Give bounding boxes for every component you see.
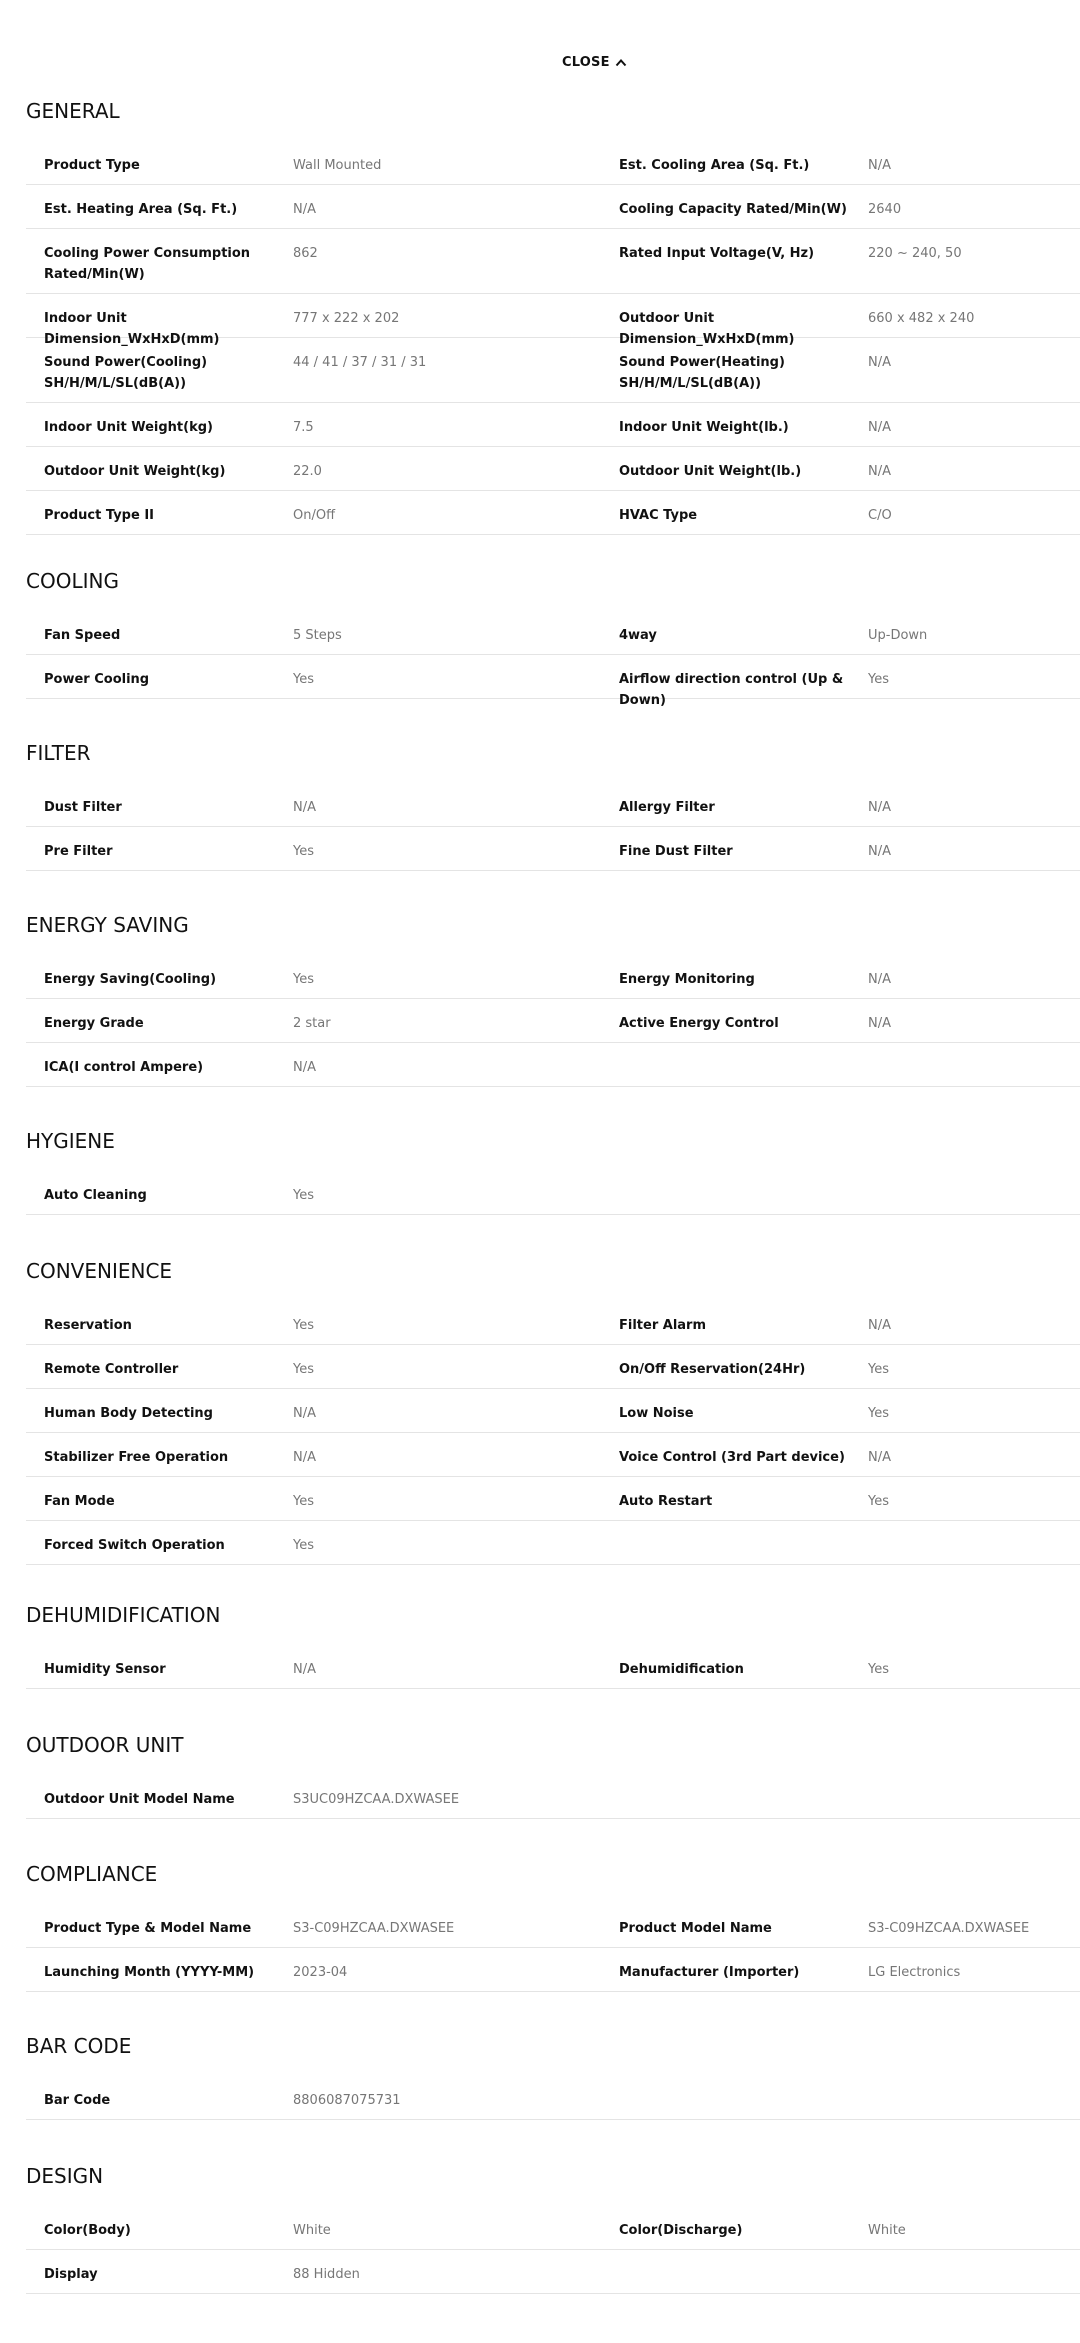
spec-label: 4way [619, 628, 657, 643]
spec-value: N/A [293, 202, 316, 217]
spec-row [26, 655, 1080, 708]
spec-label: Cooling Power Consumption Rated/Min(W) [44, 246, 251, 282]
spec-value: N/A [293, 800, 316, 815]
spec-table [26, 783, 1080, 871]
spec-value: LG Electronics [868, 1965, 961, 1980]
spec-label: Stabilizer Free Operation [44, 1450, 229, 1465]
spec-label: Outdoor Unit Dimension_WxHxD(mm) [619, 311, 795, 347]
spec-label: Launching Month (YYYY-MM) [44, 1965, 255, 1980]
spec-label: Active Energy Control [619, 1016, 779, 1031]
spec-value: N/A [868, 355, 891, 370]
spec-row [26, 999, 1080, 1043]
spec-label: Outdoor Unit Weight(lb.) [619, 464, 802, 479]
spec-label: Product Model Name [619, 1921, 772, 1936]
spec-label: Energy Grade [44, 1016, 144, 1031]
spec-label: Dehumidification [619, 1662, 744, 1677]
spec-table [26, 1171, 1080, 1215]
spec-value: N/A [293, 1406, 316, 1421]
spec-value: Yes [293, 672, 314, 687]
spec-value: Yes [293, 972, 314, 987]
spec-row [26, 1389, 1080, 1433]
spec-value: N/A [868, 1318, 891, 1333]
spec-label: Energy Monitoring [619, 972, 755, 987]
spec-value: Yes [293, 1494, 314, 1509]
spec-label: Est. Cooling Area (Sq. Ft.) [619, 158, 810, 173]
spec-row [26, 783, 1080, 827]
spec-row [26, 611, 1080, 655]
spec-value: N/A [868, 1016, 891, 1031]
spec-value: Yes [293, 1188, 314, 1203]
spec-value: 2023-04 [293, 1965, 348, 1980]
spec-label: ICA(I control Ampere) [44, 1060, 204, 1075]
spec-label: On/Off Reservation(24Hr) [619, 1362, 806, 1377]
spec-label: Dust Filter [44, 800, 122, 815]
spec-row [26, 1301, 1080, 1345]
spec-value: 88 Hidden [293, 2267, 360, 2282]
spec-table [26, 141, 1080, 535]
spec-label: Fan Speed [44, 628, 121, 643]
spec-value: 8806087075731 [293, 2093, 401, 2108]
spec-row [26, 955, 1080, 999]
spec-label: Low Noise [619, 1406, 694, 1421]
spec-label: Pre Filter [44, 844, 113, 859]
spec-value: Wall Mounted [293, 158, 382, 173]
spec-row [26, 1645, 1080, 1689]
spec-row [26, 2250, 1080, 2294]
spec-table [26, 2076, 1080, 2120]
spec-value: Yes [868, 1494, 889, 1509]
spec-row [26, 403, 1080, 447]
section-title: HYGIENE [26, 1129, 115, 1153]
section-title: BAR CODE [26, 2034, 132, 2058]
spec-table [26, 955, 1080, 1087]
spec-value: N/A [868, 972, 891, 987]
spec-label: Airflow direction control (Up & Down) [619, 672, 844, 708]
spec-value: N/A [293, 1450, 316, 1465]
spec-value: N/A [868, 158, 891, 173]
spec-value: N/A [868, 464, 891, 479]
spec-value: Yes [868, 672, 889, 687]
spec-label: Display [44, 2267, 98, 2282]
spec-label: Outdoor Unit Weight(kg) [44, 464, 226, 479]
spec-value: Yes [293, 1318, 314, 1333]
spec-value: 2 star [293, 1016, 331, 1031]
spec-label: Sound Power(Heating) SH/H/M/L/SL(dB(A)) [619, 355, 785, 391]
spec-label: Reservation [44, 1318, 132, 1333]
spec-value: C/O [868, 508, 892, 523]
spec-value: N/A [293, 1662, 316, 1677]
spec-table [26, 2206, 1080, 2294]
spec-row [26, 1775, 1080, 1819]
spec-value: 660 x 482 x 240 [868, 311, 975, 326]
section-title: DESIGN [26, 2164, 104, 2188]
spec-row [26, 1043, 1080, 1087]
spec-row [26, 294, 1080, 347]
spec-value: White [293, 2223, 331, 2238]
spec-label: Filter Alarm [619, 1318, 707, 1333]
spec-row [26, 827, 1080, 871]
spec-label: Indoor Unit Weight(lb.) [619, 420, 789, 435]
section-title: ENERGY SAVING [26, 913, 189, 937]
section-title: OUTDOOR UNIT [26, 1733, 184, 1757]
spec-table [26, 1645, 1080, 1689]
spec-value: N/A [868, 420, 891, 435]
spec-row [26, 141, 1080, 185]
spec-label: Remote Controller [44, 1362, 179, 1377]
spec-table [26, 1301, 1080, 1565]
section-title: CONVENIENCE [26, 1259, 173, 1283]
spec-row [26, 1948, 1080, 1992]
spec-row [26, 491, 1080, 535]
spec-value: 862 [293, 246, 318, 261]
spec-row [26, 1171, 1080, 1215]
spec-label: Sound Power(Cooling) SH/H/M/L/SL(dB(A)) [44, 355, 208, 391]
spec-table [26, 1904, 1080, 1992]
spec-value: Yes [293, 1362, 314, 1377]
spec-label: Energy Saving(Cooling) [44, 972, 217, 987]
spec-value: 220 ~ 240, 50 [868, 246, 962, 261]
spec-row [26, 1345, 1080, 1389]
spec-label: Fine Dust Filter [619, 844, 733, 859]
spec-value: Yes [293, 1538, 314, 1553]
spec-value: S3UC09HZCAA.DXWASEE [293, 1792, 460, 1807]
spec-label: Voice Control (3rd Part device) [619, 1450, 845, 1465]
spec-label: Product Type [44, 158, 140, 173]
spec-label: Allergy Filter [619, 800, 715, 815]
spec-value: N/A [868, 844, 891, 859]
spec-label: Auto Cleaning [44, 1188, 147, 1203]
close-button[interactable] [562, 52, 627, 72]
spec-row [26, 447, 1080, 491]
spec-row [26, 1433, 1080, 1477]
spec-label: Outdoor Unit Model Name [44, 1792, 235, 1807]
spec-label: Fan Mode [44, 1494, 115, 1509]
spec-label: Product Type & Model Name [44, 1921, 252, 1936]
spec-value: Up-Down [868, 628, 928, 643]
spec-value: 22.0 [293, 464, 322, 479]
spec-label: HVAC Type [619, 508, 698, 523]
section-title: DEHUMIDIFICATION [26, 1603, 221, 1627]
spec-value: N/A [868, 800, 891, 815]
spec-row [26, 338, 1080, 403]
chevron-up-icon [615, 58, 627, 67]
spec-value: White [868, 2223, 906, 2238]
spec-value: On/Off [293, 508, 336, 523]
spec-table [26, 1775, 1080, 1819]
spec-label: Color(Body) [44, 2223, 131, 2238]
section-title: COOLING [26, 569, 119, 593]
spec-value: N/A [293, 1060, 316, 1075]
spec-label: Color(Discharge) [619, 2223, 743, 2238]
spec-label: Indoor Unit Weight(kg) [44, 420, 213, 435]
spec-value: 2640 [868, 202, 902, 217]
spec-value: S3-C09HZCAA.DXWASEE [868, 1921, 1030, 1936]
spec-value: Yes [868, 1406, 889, 1421]
spec-label: Rated Input Voltage(V, Hz) [619, 246, 815, 261]
spec-row [26, 2076, 1080, 2120]
spec-value: Yes [868, 1662, 889, 1677]
section-title: COMPLIANCE [26, 1862, 158, 1886]
spec-value: 777 x 222 x 202 [293, 311, 400, 326]
spec-value: Yes [868, 1362, 889, 1377]
spec-label: Product Type II [44, 508, 154, 523]
spec-label: Auto Restart [619, 1494, 713, 1509]
spec-label: Bar Code [44, 2093, 111, 2108]
spec-value: Yes [293, 844, 314, 859]
spec-row [26, 1521, 1080, 1565]
section-title: FILTER [26, 741, 91, 765]
spec-value: S3-C09HZCAA.DXWASEE [293, 1921, 455, 1936]
spec-label: Cooling Capacity Rated/Min(W) [619, 202, 847, 217]
spec-row [26, 2206, 1080, 2250]
spec-label: Indoor Unit Dimension_WxHxD(mm) [44, 311, 220, 347]
spec-value: 44 / 41 / 37 / 31 / 31 [293, 355, 427, 370]
spec-label: Humidity Sensor [44, 1662, 166, 1677]
close-button-label: CLOSE [562, 54, 610, 70]
spec-label: Est. Heating Area (Sq. Ft.) [44, 202, 238, 217]
spec-value: 7.5 [293, 420, 314, 435]
spec-row [26, 185, 1080, 229]
spec-row [26, 229, 1080, 294]
spec-label: Power Cooling [44, 672, 150, 687]
spec-label: Manufacturer (Importer) [619, 1965, 800, 1980]
spec-table [26, 611, 1080, 708]
spec-value: 5 Steps [293, 628, 342, 643]
spec-label: Forced Switch Operation [44, 1538, 225, 1553]
spec-row [26, 1477, 1080, 1521]
spec-row [26, 1904, 1080, 1948]
spec-value: N/A [868, 1450, 891, 1465]
spec-label: Human Body Detecting [44, 1406, 213, 1421]
section-title: GENERAL [26, 99, 120, 123]
